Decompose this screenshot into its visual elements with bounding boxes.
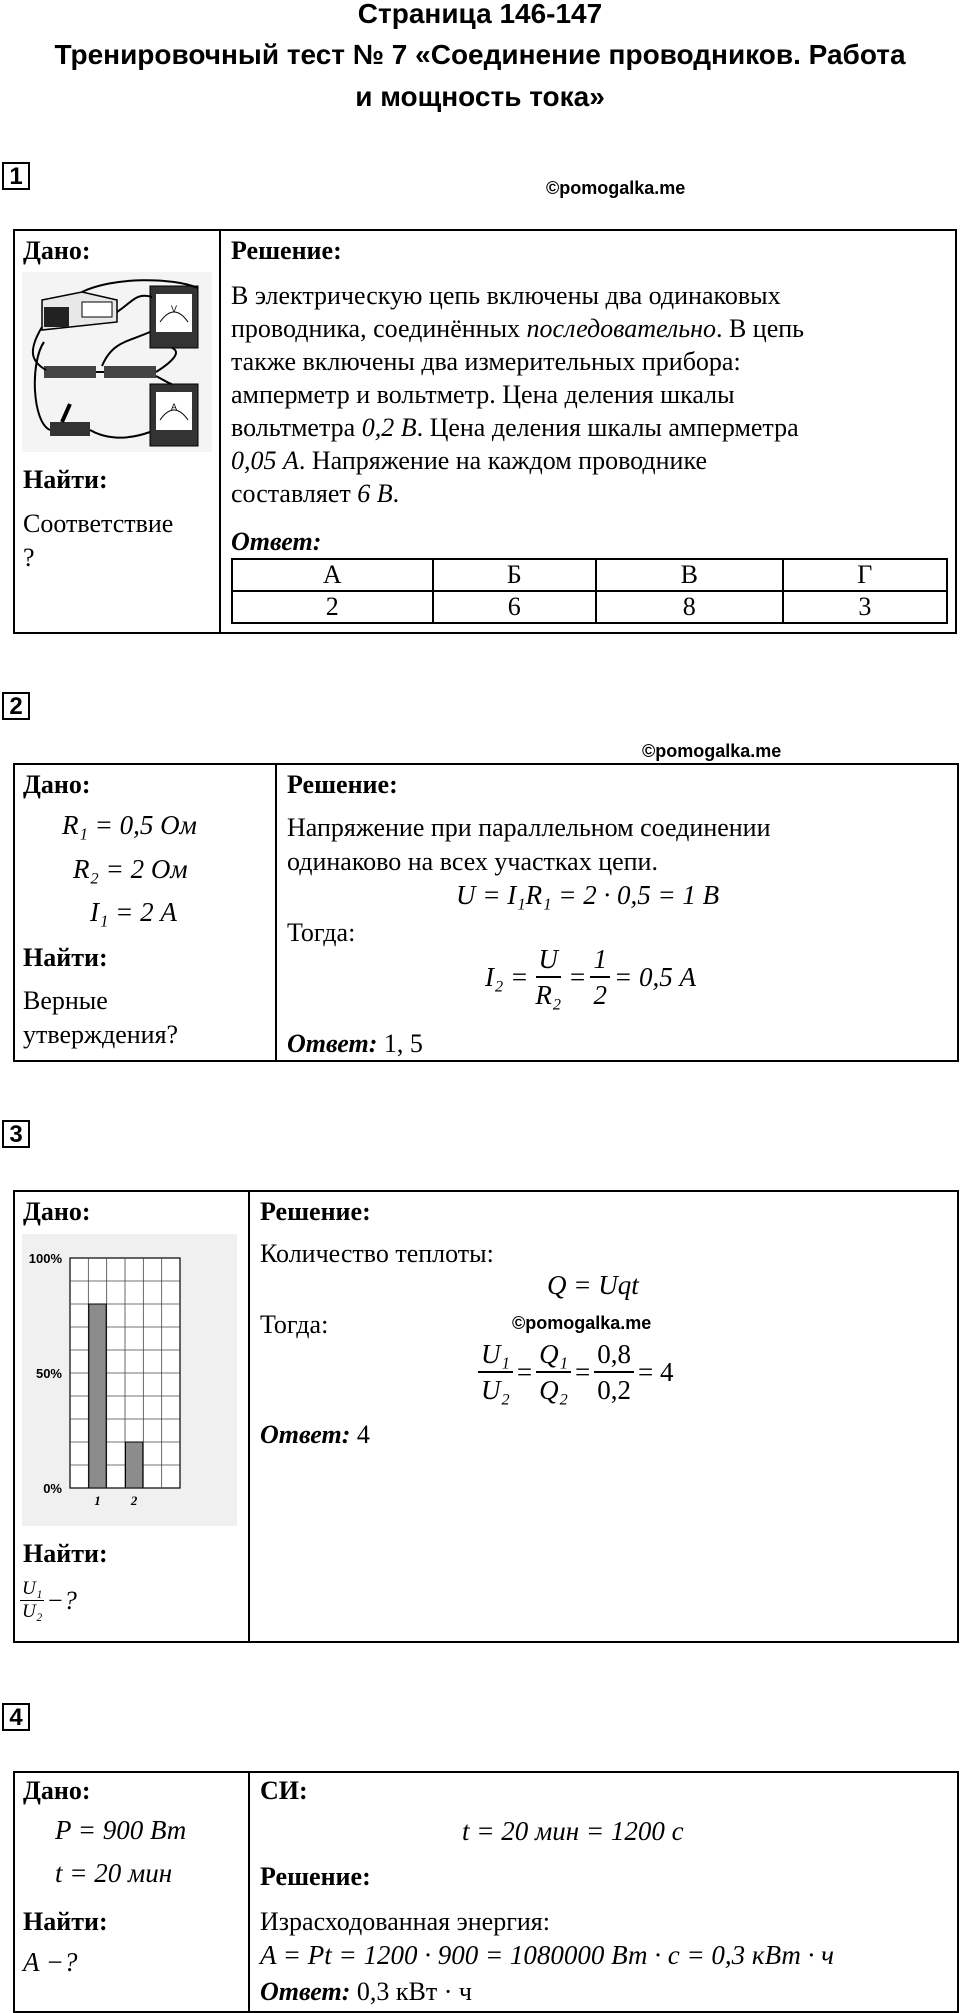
answer-label: Ответ: (231, 527, 322, 556)
bar-chart (22, 1234, 237, 1526)
solution-text: В электрическую цепь включены два одинаковых проводника, соединённых последовательно. В цепь также включены два измерительных прибора: амперметр и вольтметр. Цена деления шкалы вольтметра 0,2 В. Цена деления шкалы амперметра 0,05 А. Напряжение на каждом проводнике составляет 6 В. (231, 281, 805, 508)
equation: Q = Uqt (547, 1270, 639, 1300)
solution-text: Напряжение при параллельном соединении (287, 813, 771, 842)
si-label: СИ: (260, 1776, 308, 1805)
task-number-3: 3 (2, 1120, 30, 1148)
given-r2: R₂ = 2 Ом (73, 854, 188, 884)
given-r1: R₁ = 0,5 Ом (62, 810, 197, 840)
solution-text: одинаково на всех участках цепи. (287, 847, 658, 876)
test-title-line1: Тренировочный тест № 7 «Соединение проводников. Работа (54, 39, 906, 70)
find-text: Верные (23, 986, 108, 1015)
find-label: Найти: (23, 1907, 108, 1936)
task4-table (13, 1771, 959, 2013)
answer-cell: 2 (232, 591, 433, 623)
answer-col: В (596, 559, 783, 591)
given-label: Дано: (23, 1197, 91, 1226)
answer-table-values (232, 591, 947, 623)
y-tick-label: 100% (28, 1251, 62, 1266)
svg-text:V: V (171, 304, 178, 314)
watermark: ©pomogalka.me (642, 741, 782, 761)
answer-line: Ответ: 1, 5 (287, 1029, 423, 1058)
answer-cell: 6 (433, 591, 596, 623)
answer-col: А (232, 559, 433, 591)
bar-2 (126, 1442, 143, 1488)
find-label: Найти: (23, 465, 108, 494)
circuit-illustration (22, 272, 212, 452)
given-label: Дано: (23, 770, 91, 799)
answer-line: Ответ: 0,3 кВт · ч (260, 1977, 472, 2006)
answer-col: Б (433, 559, 596, 591)
test-title-line2: и мощность тока» (355, 81, 605, 112)
given-label: Дано: (23, 236, 91, 265)
solution-label: Решение: (287, 770, 398, 799)
watermark: ©pomogalka.me (546, 178, 686, 198)
y-tick-label: 50% (35, 1366, 62, 1381)
task-number-2: 2 (2, 692, 30, 720)
find-text-tail: ? (23, 543, 35, 572)
svg-text:A: A (171, 402, 178, 412)
find-fraction: U₁ U₂ −? (22, 1578, 77, 1622)
task3-divider (248, 1190, 250, 1643)
y-tick-label: 0% (43, 1481, 62, 1496)
watermark: ©pomogalka.me (512, 1313, 652, 1333)
answer-cell: 8 (596, 591, 783, 623)
si-equation: t = 20 мин = 1200 с (462, 1816, 684, 1846)
task4-divider (248, 1771, 250, 2013)
ammeter-icon (150, 384, 198, 446)
answer-col: Г (783, 559, 947, 591)
given-power: P = 900 Вт (55, 1815, 187, 1845)
find-text-tail: утверждения? (23, 1020, 179, 1049)
find-label: Найти: (23, 943, 108, 972)
x-tick-label: 1 (94, 1493, 101, 1508)
page-title: Страница 146-147 (357, 0, 603, 29)
given-label: Дано: (23, 1776, 91, 1805)
answer-line: Ответ: 4 (260, 1420, 370, 1449)
solution-text: Израсходованная энергия: (260, 1907, 550, 1936)
solution-label: Решение: (260, 1862, 371, 1891)
task1-divider (219, 229, 221, 634)
task-number-1: 1 (2, 162, 30, 190)
task2-divider (275, 763, 277, 1062)
task-number-4: 4 (2, 1703, 30, 1731)
equation: U = I₁R₁ = 2 · 0,5 = 1 В (456, 880, 720, 910)
voltmeter-icon (150, 286, 198, 348)
answer-cell: 3 (783, 591, 947, 623)
given-i1: I₁ = 2 А (90, 897, 177, 927)
answer-table-header (232, 559, 947, 591)
then-text: Тогда: (260, 1310, 329, 1339)
x-tick-label: 2 (130, 1493, 138, 1508)
find-text: Соответствие (23, 509, 174, 538)
given-time: t = 20 мин (55, 1858, 173, 1888)
solution-label: Решение: (260, 1197, 371, 1226)
equation: I₂ = $\frac{U}{\text{R₂}}$ = $\frac{1}{2}$ = 0,5 А (485, 944, 696, 1010)
find-label: Найти: (23, 1539, 108, 1568)
equation: A = Pt = 1200 · 900 = 1080000 Вт · с = 0,3 кВт · ч (260, 1940, 835, 1970)
equation: $\frac{\text{U₁}}{\text{U₂}}$ = $\frac{\text{Q₁}}{\text{Q₂}}$ = $\frac{0,8}{0,2}$ = 4 (474, 1339, 673, 1405)
solution-label: Решение: (231, 236, 342, 265)
find-text: A −? (23, 1947, 78, 1977)
bar-1 (89, 1304, 106, 1488)
then-text: Тогда: (287, 918, 356, 947)
solution-text: Количество теплоты: (260, 1239, 494, 1268)
answer-table (231, 558, 948, 624)
